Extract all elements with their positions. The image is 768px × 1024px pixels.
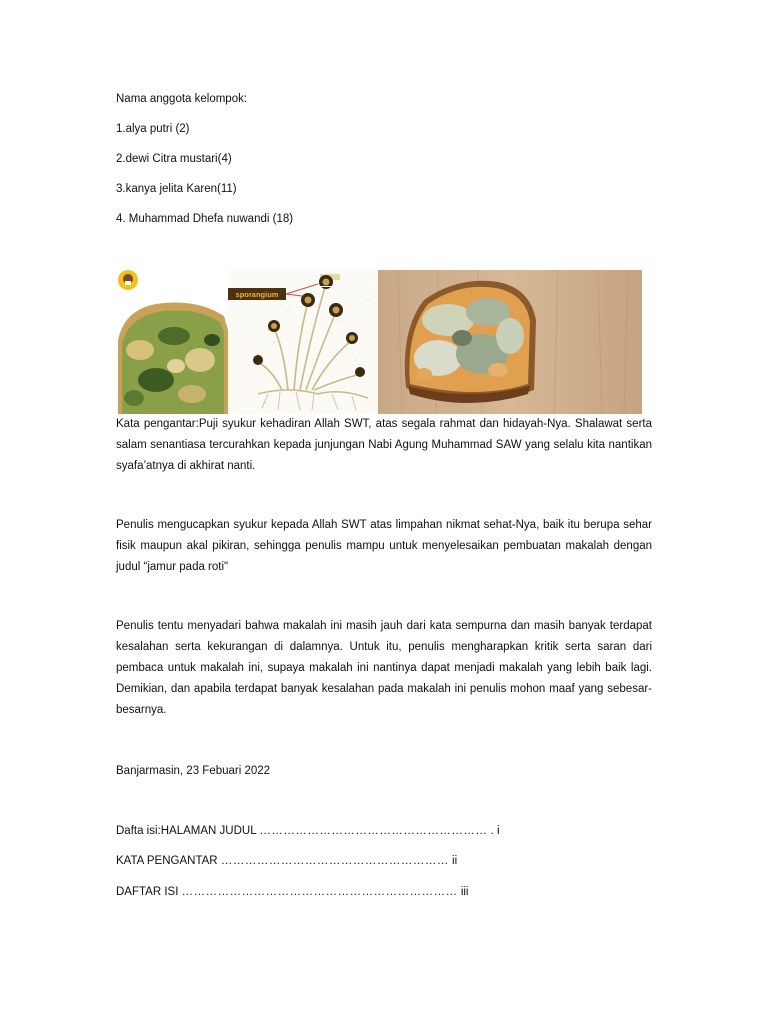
member-item: 1.alya putri (2) [116,123,190,135]
toc-item [116,854,457,868]
toc-page-number: ii [452,855,458,867]
toc-label: Dafta isi:HALAMAN JUDUL [116,825,257,837]
sporangium-label: sporangium [235,290,279,299]
sporangium-diagram-image [228,270,378,414]
member-item: 4. Muhammad Dhefa nuwandi (18) [116,213,294,225]
paragraph-kata-pengantar: Kata pengantar:Puji syukur kehadiran Allah SWT, atas segala rahmat dan hidayah-Nya. Shalawat serta salam senantiasa tercurahkan kepada junjungan Nabi Agung Muhammad SAW yang selalu kita nantikan syafa’atnya di akhirat nanti. [116,418,652,472]
toc-page-number: . i [490,825,500,837]
moldy-bread-slice-image [116,270,228,414]
place-date: Banjarmasin, 23 Febuari 2022 [116,765,271,777]
toc-label: DAFTAR ISI [116,886,179,898]
member-item: 3.kanya jelita Karen(11) [116,183,237,195]
toc-page-number: iii [460,886,469,898]
toc-item [116,824,500,838]
toc-leader-dots: ………………………………………………… [259,825,488,837]
toc-item [116,885,468,899]
mold-images-strip [116,270,642,414]
paragraph-ucapan-syukur: Penulis mengucapkan syukur kepada Allah SWT atas limpahan nikmat sehat-Nya, baik itu berupa sehar fisik maupun akal pikiran, sehingga penulis mampu untuk menyelesaikan pembuatan makalah dengan judul “jamur pada roti" [116,519,652,573]
toc-leader-dots: ………………………………………………… [220,855,449,867]
toc-leader-dots: …………………………………………………………… [181,886,458,898]
toc-label: KATA PENGANTAR [116,855,218,867]
members-heading: Nama anggota kelompok: [116,93,248,105]
member-item: 2.dewi Citra mustari(4) [116,153,232,165]
paragraph-penutup: Penulis tentu menyadari bahwa makalah ini masih jauh dari kata sempurna dan masih banyak terdapat kesalahan serta kekurangan di dalamnya. Untuk itu, penulis mengharapkan kritik serta saran dari pembaca untuk makalah ini, supaya makalah ini nantinya dapat menjadi makalah yang lebih baik lagi. Demikian, dan apabila terdapat banyak kesalahan pada makalah ini penulis mohon maaf yang sebesar-besarnya. [116,620,652,716]
moldy-bread-loaf-image [378,270,642,414]
